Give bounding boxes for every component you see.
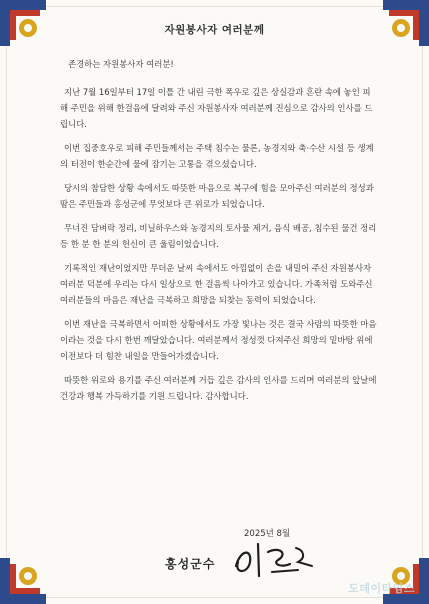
letter-title: 자원봉사자 여러분께 [164, 24, 265, 36]
letter-greeting: 존경하는 자원봉사자 여러분! [68, 59, 174, 69]
watermark-logo: 도데이타임스 [348, 582, 415, 595]
letter-body [60, 56, 378, 412]
letter-paragraph: 이번 재난을 극복하면서 어떠한 상황에서도 가장 빛나는 것은 결국 사람의 따뜻한 마음이라는 것을 다시 한번 깨달았습니다. 여러분께서 정성껏 다져주신 희망의 밑바탕 위에 이전보다 더 힘찬 내일을 만들어가겠습니다. [60, 319, 377, 361]
letter-paragraph: 무너진 담벼락 정리, 비닐하우스와 농경지의 토사물 제거, 음식 배공, 침수된 물건 정리 등 한 분 한 분의 헌신이 큰 울림이었습니다. [60, 223, 377, 249]
letter-paragraph: 이번 집중호우로 피해 주민들께서는 주택 침수는 물론, 농경지와 축·수산 시설 등 생계의 터전이 한순간에 물에 잠기는 고통을 겪으셨습니다. [60, 143, 374, 169]
letter-paragraph: 기록적인 재난이었지만 무더운 날씨 속에서도 아낌없이 손을 내밀어 주신 자원봉사자 여러분 덕분에 우리는 다시 일상으로 한 걸음씩 나아가고 있습니다. 가족처럼 도와주신 여러분들의 마음은 재난을 극복하고 희망을 되찾는 동력이 되었습니다. [60, 263, 373, 305]
signer-name: 홍성군수 [165, 557, 216, 571]
signature-mark [228, 536, 318, 582]
letter-paragraph: 지난 7월 16일부터 17일 이틀 간 내린 극한 폭우로 깊은 상실감과 혼란 속에 놓인 피해 주민을 위해 한걸음에 달려와 주신 자원봉사자 여러분께 진심으로 감사의 인사를 드립니다. [60, 87, 373, 129]
letter-date: 2025년 8월 [244, 529, 291, 539]
corner-ornament-icon [0, 558, 46, 604]
letter-paragraph: 따뜻한 위로와 용기를 주신 여러분께 거듭 깊은 감사의 인사를 드리며 여러분의 앞날에 건강과 행복 가득하기를 기원 드립니다. 감사합니다. [60, 375, 377, 401]
letter-paragraph: 당시의 참담한 상황 속에서도 따뜻한 마음으로 복구에 힘을 모아주신 여러분의 정성과 땀은 주민들과 홍성군에 무엇보다 큰 위로가 되었습니다. [60, 183, 374, 209]
